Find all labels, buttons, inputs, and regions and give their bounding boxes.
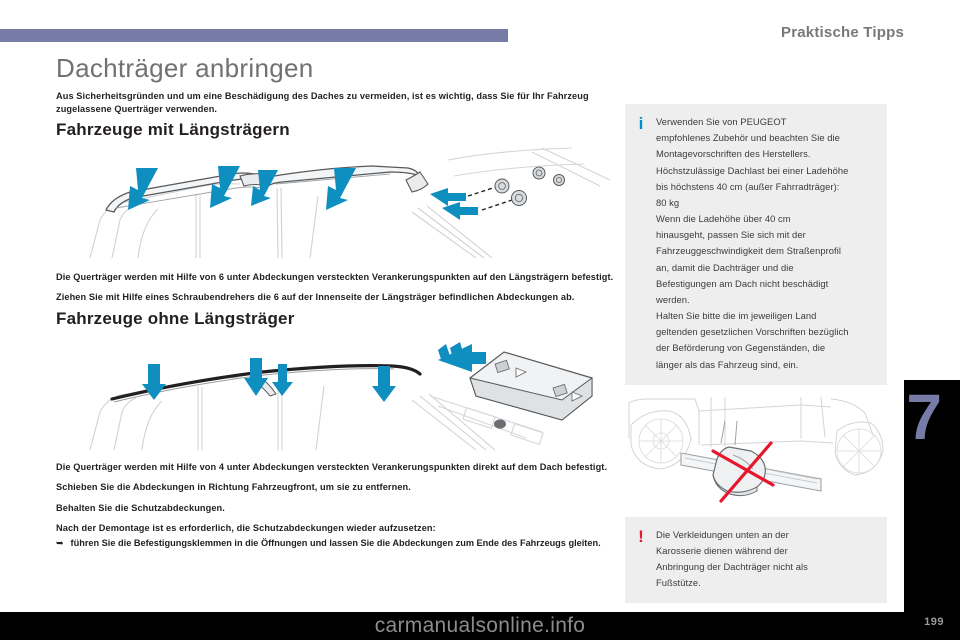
chapter-number: 7 [906,381,942,453]
section-heading-without-rails: Fahrzeuge ohne Längsträger [56,308,295,328]
section-heading-with-rails: Fahrzeuge mit Längsträgern [56,120,290,140]
arrow-bullet-icon: ➥ [56,538,64,549]
section2-paragraph-4: Nach der Demontage ist es erforderlich, die Schutzabdeckungen wieder aufzusetzen: [56,523,436,534]
info-note-box [625,104,887,385]
warning-line: Anbringung der Dachträger nicht als [656,561,808,573]
warning-line: Karosserie dienen während der [656,544,788,556]
footer-rule [496,610,686,612]
intro-paragraph: Aus Sicherheitsgründen und um eine Beschädigung des Daches zu vermeiden, ist es wichtig, dass Sie für Ihr Fahrzeug zugelassene Querträger verwenden. [56,90,589,114]
section2-paragraph-3: Behalten Sie die Schutzabdeckungen. [56,502,225,513]
list-item [56,537,620,550]
sidebar-notes-column [625,104,887,603]
figure-roof-with-longitudinal-bars [72,146,612,264]
list-item-label: führen Sie die Befestigungsklemmen in die Öffnungen und lassen Sie die Abdeckungen zum Ende des Fahrzeugs gleiten. [70,538,601,549]
info-line: bis höchstens 40 cm (außer Fahrradträger): [656,180,840,192]
info-line: empfohlenes Zubehör und beachten Sie die [656,132,840,144]
info-line: hinausgeht, passen Sie sich mit der [656,229,806,241]
chapter-header-label: Praktische Tipps [781,24,904,41]
info-line: Verwenden Sie von PEUGEOT [656,116,787,127]
header-accent-rule [0,29,508,42]
info-line: Höchstzulässige Dachlast bei einer Ladehöhe [656,164,849,176]
page-number: 199 [924,616,944,628]
info-line: Montagevorschriften des Herstellers. [656,148,811,160]
watermark: carmanualsonline.info [374,614,586,637]
info-line: Fahrzeuggeschwindigkeit dem Straßenprofil [656,245,841,257]
info-line: werden. [656,293,690,305]
info-line: an, damit die Dachträger und die [656,261,794,273]
figure-foot-on-sill-prohibited [625,395,887,517]
warning-icon: ! [638,526,644,546]
section2-paragraph-1: Die Querträger werden mit Hilfe von 4 unter Abdeckungen versteckten Verankerungspunkten direkt auf dem Dach befestigt. [56,462,608,473]
info-line: Wenn die Ladehöhe über 40 cm [656,213,791,225]
info-icon: i [638,114,644,133]
info-line: geltenden gesetzlichen Vorschriften bezüglich [656,326,849,338]
main-content-column [56,54,620,551]
info-line: Befestigungen am Dach nicht beschädigt [656,277,829,289]
info-note-text [656,114,848,373]
warning-note-box [625,517,887,604]
page-title: Dachträger anbringen [56,53,314,83]
section1-paragraph-1: Die Querträger werden mit Hilfe von 6 unter Abdeckungen versteckten Verankerungspunkten auf den Längsträgern befestigt. [56,271,614,282]
warning-line: Fußstütze. [656,577,701,589]
figure-roof-without-longitudinal-bars [72,334,612,454]
info-line: 80 kg [656,196,680,208]
section1-paragraph-2: Ziehen Sie mit Hilfe eines Schraubendrehers die 6 auf der Innenseite der Längsträger befindlichen Abdeckungen ab. [56,292,575,303]
warning-note-text [656,527,808,592]
info-line: länger als das Fahrzeug sind, ein. [656,358,799,370]
info-line: der Beförderung von Gegenständen, die [656,342,826,354]
info-line: Halten Sie bitte die im jeweiligen Land [656,310,817,322]
section2-paragraph-2: Schieben Sie die Abdeckungen in Richtung Fahrzeugfront, um sie zu entfernen. [56,482,411,493]
figure-foot-on-sill-wrapper [625,395,887,517]
warning-line: Die Verkleidungen unten an der [656,528,789,540]
